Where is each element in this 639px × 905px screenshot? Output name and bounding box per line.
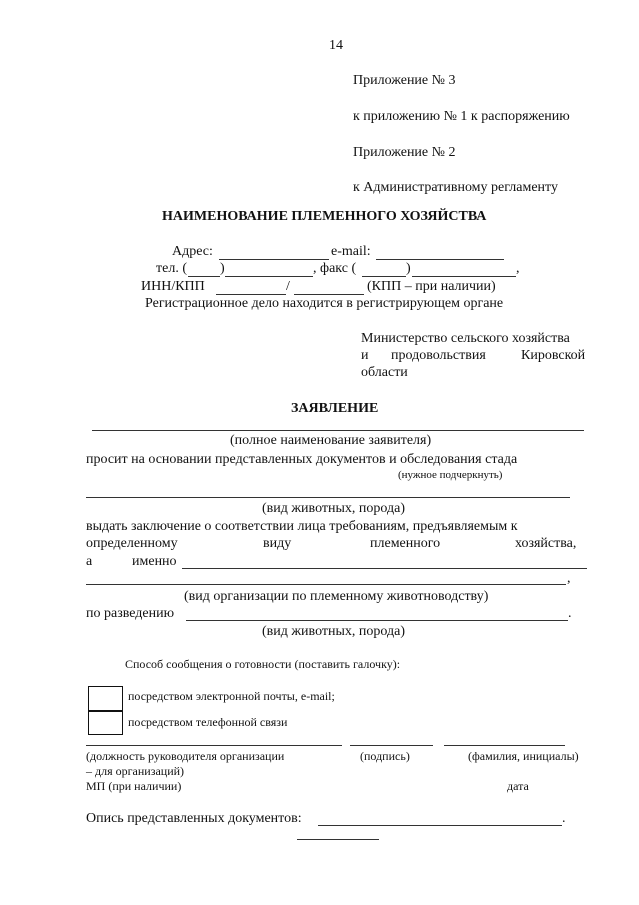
animals-field-1[interactable] bbox=[86, 497, 570, 498]
recipient-line-2b: продовольствия bbox=[391, 348, 486, 363]
def-word-4: хозяйства, bbox=[515, 536, 577, 551]
breeding-period: . bbox=[568, 606, 572, 621]
appendix-line-4: к Административному регламенту bbox=[353, 180, 558, 195]
fax-code-field[interactable] bbox=[362, 276, 406, 277]
inn-kpp-label: ИНН/КПП bbox=[141, 279, 205, 294]
org-type-caption: (вид организации по племенному животноводству) bbox=[184, 589, 489, 604]
signature-field[interactable] bbox=[350, 745, 433, 746]
signature-caption: (подпись) bbox=[360, 749, 410, 763]
kpp-field[interactable] bbox=[294, 294, 364, 295]
page-number: 14 bbox=[329, 38, 343, 53]
recipient-line-2c: Кировской bbox=[521, 348, 586, 363]
recipient-line-3: области bbox=[361, 365, 408, 380]
inventory-label: Опись представленных документов: bbox=[86, 811, 302, 826]
position-caption: (должность руководителя организации bbox=[86, 749, 285, 763]
applicant-caption: (полное наименование заявителя) bbox=[230, 433, 432, 448]
namely-a: а bbox=[86, 554, 93, 569]
position-caption-2: – для организаций) bbox=[86, 764, 185, 778]
org-type-comma: , bbox=[567, 571, 571, 586]
inventory-period: . bbox=[562, 811, 566, 826]
recipient-line-2a: и bbox=[361, 348, 369, 363]
inn-kpp-separator: / bbox=[286, 279, 290, 294]
registration-note: Регистрационное дело находится в регистрирующем органе bbox=[145, 296, 504, 311]
appendix-line-1: Приложение № 3 bbox=[353, 73, 456, 88]
address-field[interactable] bbox=[219, 259, 329, 260]
inn-field[interactable] bbox=[216, 294, 286, 295]
breeding-field[interactable] bbox=[186, 620, 568, 621]
notify-title: Способ сообщения о готовности (поставить галочку): bbox=[125, 657, 401, 671]
def-word-2: виду bbox=[263, 536, 292, 551]
fax-number-field[interactable] bbox=[412, 276, 516, 277]
underline-note: (нужное подчеркнуть) bbox=[398, 469, 503, 481]
full-name-caption: (фамилия, инициалы) bbox=[468, 749, 579, 763]
namely-b: именно bbox=[132, 554, 177, 569]
email-checkbox[interactable] bbox=[88, 686, 123, 711]
fax-close: ) bbox=[406, 261, 411, 276]
inventory-field[interactable] bbox=[318, 825, 562, 826]
breeding-label: по разведению bbox=[86, 606, 175, 621]
tel-close: ) bbox=[220, 261, 225, 276]
org-type-field-2[interactable] bbox=[86, 584, 566, 585]
kpp-note: (КПП – при наличии) bbox=[367, 279, 496, 294]
recipient-line-1: Министерство сельского хозяйства bbox=[361, 331, 570, 346]
applicant-name-field[interactable] bbox=[92, 430, 584, 431]
def-word-1: определенному bbox=[86, 536, 178, 551]
email-option-label: посредством электронной почты, e-mail; bbox=[128, 689, 335, 703]
org-title: НАИМЕНОВАНИЕ ПЛЕМЕННОГО ХОЗЯЙСТВА bbox=[162, 209, 487, 224]
closing-rule bbox=[297, 839, 379, 840]
address-label: Адрес: bbox=[172, 244, 213, 259]
phone-checkbox[interactable] bbox=[88, 711, 123, 735]
fax-comma: , bbox=[516, 261, 520, 276]
issue-text: выдать заключение о соответствии лица требованиям, предъявляемым к bbox=[86, 519, 518, 534]
statement-title: ЗАЯВЛЕНИЕ bbox=[291, 401, 379, 416]
full-name-field[interactable] bbox=[444, 745, 565, 746]
asks-text: просит на основании представленных документов и обследования стада bbox=[86, 452, 518, 467]
phone-option-label: посредством телефонной связи bbox=[128, 715, 288, 729]
fax-label: , факс ( bbox=[313, 261, 357, 276]
tel-number-field[interactable] bbox=[225, 276, 313, 277]
email-label: e-mail: bbox=[331, 244, 371, 259]
appendix-line-3: Приложение № 2 bbox=[353, 145, 456, 160]
tel-label: тел. ( bbox=[156, 261, 187, 276]
email-field[interactable] bbox=[376, 259, 504, 260]
stamp-label: МП (при наличии) bbox=[86, 779, 182, 793]
date-label: дата bbox=[507, 779, 529, 793]
appendix-line-2: к приложению № 1 к распоряжению bbox=[353, 109, 570, 124]
animals-caption-2: (вид животных, порода) bbox=[262, 624, 405, 639]
tel-code-field[interactable] bbox=[188, 276, 220, 277]
animals-caption-1: (вид животных, порода) bbox=[262, 501, 405, 516]
def-word-3: племенного bbox=[370, 536, 441, 551]
position-field[interactable] bbox=[86, 745, 342, 746]
org-type-field-1[interactable] bbox=[182, 568, 587, 569]
